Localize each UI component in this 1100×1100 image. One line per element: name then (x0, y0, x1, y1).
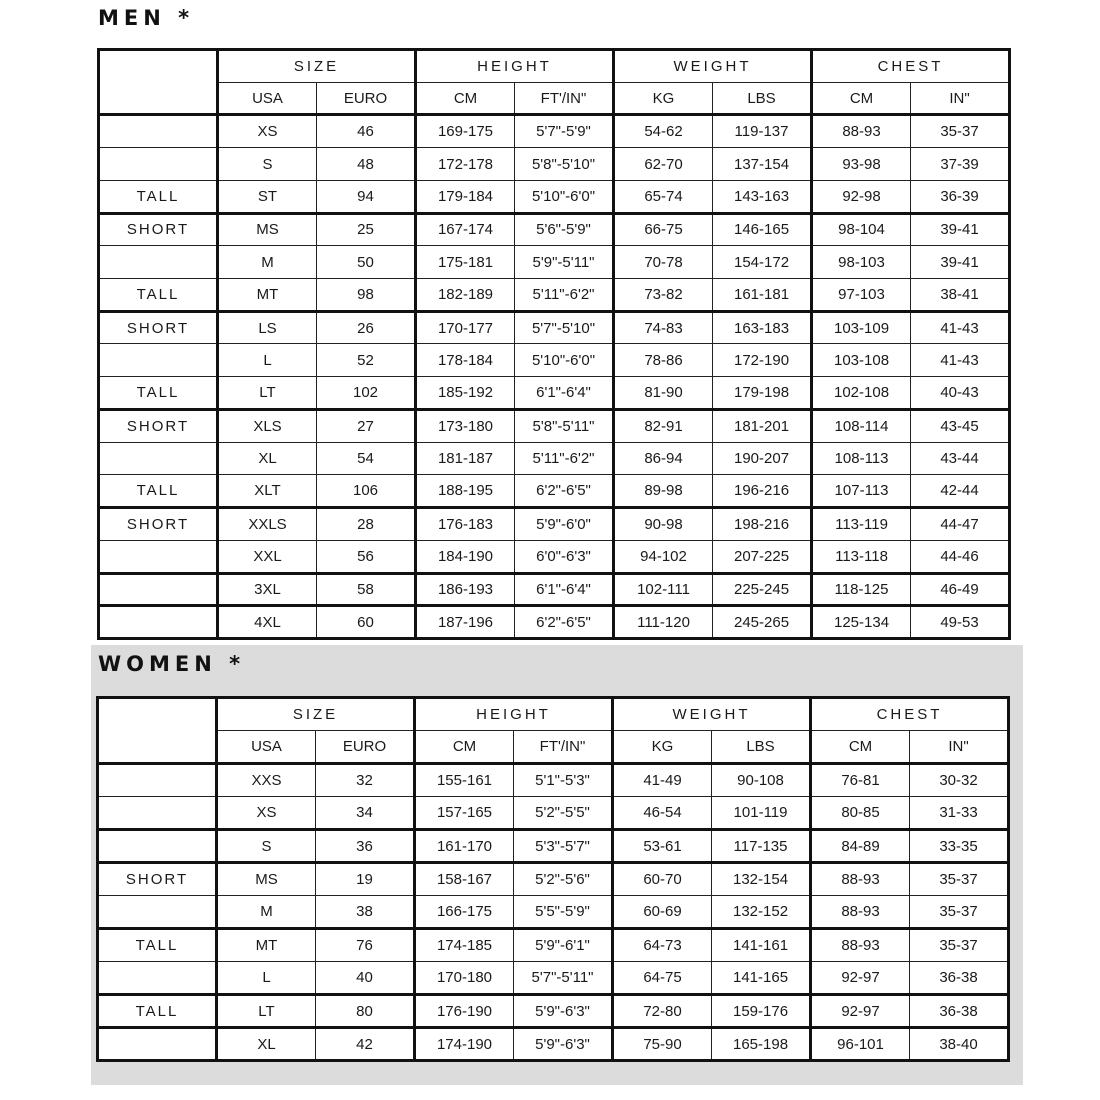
value-cell: 46-54 (613, 797, 712, 830)
variant-cell: TALL (98, 929, 217, 962)
value-cell: 49-53 (911, 606, 1010, 639)
women-size-table (96, 696, 1010, 1062)
value-cell: XXS (217, 764, 316, 797)
value-cell: 161-170 (415, 830, 514, 863)
value-cell: 125-134 (812, 606, 911, 639)
value-cell: 89-98 (614, 475, 713, 508)
value-cell: 73-82 (614, 279, 713, 312)
value-cell: 66-75 (614, 213, 713, 246)
value-cell: 31-33 (910, 797, 1009, 830)
value-cell: 28 (317, 508, 416, 541)
value-cell: 92-97 (811, 962, 910, 995)
header-group-row (98, 698, 1009, 731)
value-cell: XLT (218, 475, 317, 508)
value-cell: 186-193 (416, 573, 515, 606)
value-cell: 173-180 (416, 409, 515, 442)
value-cell: 163-183 (713, 311, 812, 344)
subheader-cell: LBS (713, 82, 812, 115)
value-cell: MT (217, 929, 316, 962)
value-cell: 170-177 (416, 311, 515, 344)
value-cell: L (217, 962, 316, 995)
value-cell: 60-69 (613, 896, 712, 929)
value-cell: 5'9"-6'3" (514, 1028, 613, 1061)
value-cell: 35-37 (911, 115, 1010, 148)
value-cell: 5'9"-6'1" (514, 929, 613, 962)
value-cell: 178-184 (416, 344, 515, 377)
value-cell: 35-37 (910, 896, 1009, 929)
variant-cell: TALL (99, 475, 218, 508)
value-cell: 94-102 (614, 540, 713, 573)
value-cell: 60 (317, 606, 416, 639)
value-cell: 5'9"-5'11" (515, 246, 614, 279)
value-cell: 98 (317, 279, 416, 312)
value-cell: 5'2"-5'5" (514, 797, 613, 830)
value-cell: 33-35 (910, 830, 1009, 863)
variant-cell (99, 573, 218, 606)
table-row (99, 508, 1010, 541)
value-cell: 137-154 (713, 148, 812, 181)
variant-cell (98, 830, 217, 863)
table-row (99, 409, 1010, 442)
value-cell: XS (217, 797, 316, 830)
value-cell: 175-181 (416, 246, 515, 279)
value-cell: 103-108 (812, 344, 911, 377)
value-cell: 132-154 (712, 863, 811, 896)
value-cell: 154-172 (713, 246, 812, 279)
table-row (98, 797, 1009, 830)
value-cell: 141-161 (712, 929, 811, 962)
value-cell: 43-44 (911, 442, 1010, 475)
variant-cell (99, 540, 218, 573)
value-cell: 41-43 (911, 311, 1010, 344)
value-cell: 3XL (218, 573, 317, 606)
value-cell: 103-109 (812, 311, 911, 344)
subheader-cell: USA (217, 731, 316, 764)
value-cell: 53-61 (613, 830, 712, 863)
variant-cell: SHORT (99, 311, 218, 344)
value-cell: 187-196 (416, 606, 515, 639)
value-cell: 44-47 (911, 508, 1010, 541)
value-cell: 76 (316, 929, 415, 962)
value-cell: 64-75 (613, 962, 712, 995)
value-cell: 90-108 (712, 764, 811, 797)
value-cell: 118-125 (812, 573, 911, 606)
value-cell: 88-93 (811, 863, 910, 896)
value-cell: 5'7"-5'10" (515, 311, 614, 344)
variant-cell: SHORT (99, 409, 218, 442)
subheader-cell: LBS (712, 731, 811, 764)
value-cell: 76-81 (811, 764, 910, 797)
value-cell: 107-113 (812, 475, 911, 508)
value-cell: 5'7"-5'11" (514, 962, 613, 995)
value-cell: 54 (317, 442, 416, 475)
value-cell: 184-190 (416, 540, 515, 573)
value-cell: LT (217, 995, 316, 1028)
value-cell: 5'1"-5'3" (514, 764, 613, 797)
value-cell: XXLS (218, 508, 317, 541)
value-cell: 155-161 (415, 764, 514, 797)
value-cell: 102-111 (614, 573, 713, 606)
value-cell: 5'10"-6'0" (515, 344, 614, 377)
value-cell: 56 (317, 540, 416, 573)
value-cell: 5'11"-6'2" (515, 442, 614, 475)
value-cell: 5'8"-5'11" (515, 409, 614, 442)
value-cell: 65-74 (614, 180, 713, 213)
table-row (98, 995, 1009, 1028)
value-cell: 46-49 (911, 573, 1010, 606)
table-row (99, 442, 1010, 475)
variant-cell (99, 344, 218, 377)
value-cell: 5'9"-6'0" (515, 508, 614, 541)
value-cell: 6'0"-6'3" (515, 540, 614, 573)
value-cell: 161-181 (713, 279, 812, 312)
subheader-cell: CM (415, 731, 514, 764)
value-cell: 36 (316, 830, 415, 863)
variant-cell (98, 962, 217, 995)
value-cell: XXL (218, 540, 317, 573)
value-cell: ST (218, 180, 317, 213)
value-cell: 88-93 (812, 115, 911, 148)
value-cell: 35-37 (910, 863, 1009, 896)
value-cell: 30-32 (910, 764, 1009, 797)
value-cell: 58 (317, 573, 416, 606)
table-row (98, 764, 1009, 797)
table-row (99, 475, 1010, 508)
value-cell: MS (217, 863, 316, 896)
value-cell: 5'7"-5'9" (515, 115, 614, 148)
value-cell: 108-113 (812, 442, 911, 475)
value-cell: 188-195 (416, 475, 515, 508)
value-cell: 88-93 (811, 896, 910, 929)
value-cell: 179-198 (713, 377, 812, 410)
corner-cell (99, 50, 218, 115)
subheader-cell: CM (811, 731, 910, 764)
value-cell: 35-37 (910, 929, 1009, 962)
value-cell: 40 (316, 962, 415, 995)
table-row (99, 311, 1010, 344)
value-cell: 42 (316, 1028, 415, 1061)
header-height: HEIGHT (416, 50, 614, 83)
men-section-title: MEN * (98, 6, 195, 30)
value-cell: 141-165 (712, 962, 811, 995)
value-cell: 181-187 (416, 442, 515, 475)
subheader-cell: FT'/IN" (515, 82, 614, 115)
subheader-cell: IN" (910, 731, 1009, 764)
value-cell: 36-39 (911, 180, 1010, 213)
value-cell: 165-198 (712, 1028, 811, 1061)
value-cell: 41-43 (911, 344, 1010, 377)
value-cell: 5'9"-6'3" (514, 995, 613, 1028)
value-cell: 113-118 (812, 540, 911, 573)
value-cell: 90-98 (614, 508, 713, 541)
value-cell: 42-44 (911, 475, 1010, 508)
value-cell: 92-98 (812, 180, 911, 213)
value-cell: 170-180 (415, 962, 514, 995)
subheader-cell: IN" (911, 82, 1010, 115)
value-cell: 80 (316, 995, 415, 1028)
variant-cell (98, 896, 217, 929)
variant-cell (99, 442, 218, 475)
value-cell: 111-120 (614, 606, 713, 639)
value-cell: 157-165 (415, 797, 514, 830)
men-size-table (97, 48, 1011, 640)
value-cell: 179-184 (416, 180, 515, 213)
table-row (98, 830, 1009, 863)
value-cell: 81-90 (614, 377, 713, 410)
value-cell: 52 (317, 344, 416, 377)
variant-cell (98, 764, 217, 797)
value-cell: 72-80 (613, 995, 712, 1028)
header-weight: WEIGHT (613, 698, 811, 731)
table-row (99, 213, 1010, 246)
value-cell: 4XL (218, 606, 317, 639)
value-cell: 182-189 (416, 279, 515, 312)
value-cell: 174-190 (415, 1028, 514, 1061)
value-cell: 172-190 (713, 344, 812, 377)
table-row (99, 606, 1010, 639)
table-row (99, 148, 1010, 181)
value-cell: 146-165 (713, 213, 812, 246)
header-chest: CHEST (812, 50, 1010, 83)
value-cell: 117-135 (712, 830, 811, 863)
value-cell: 26 (317, 311, 416, 344)
value-cell: 78-86 (614, 344, 713, 377)
value-cell: 25 (317, 213, 416, 246)
value-cell: 54-62 (614, 115, 713, 148)
header-height: HEIGHT (415, 698, 613, 731)
value-cell: 176-183 (416, 508, 515, 541)
value-cell: 84-89 (811, 830, 910, 863)
women-section-title: WOMEN * (98, 652, 246, 676)
value-cell: 75-90 (613, 1028, 712, 1061)
value-cell: LT (218, 377, 317, 410)
value-cell: 70-78 (614, 246, 713, 279)
value-cell: 166-175 (415, 896, 514, 929)
variant-cell: SHORT (99, 213, 218, 246)
value-cell: 185-192 (416, 377, 515, 410)
table-row (99, 180, 1010, 213)
value-cell: 5'11"-6'2" (515, 279, 614, 312)
variant-cell: TALL (99, 279, 218, 312)
value-cell: 169-175 (416, 115, 515, 148)
value-cell: 41-49 (613, 764, 712, 797)
variant-cell: SHORT (99, 508, 218, 541)
value-cell: 5'2"-5'6" (514, 863, 613, 896)
subheader-cell: KG (614, 82, 713, 115)
value-cell: M (218, 246, 317, 279)
value-cell: 5'10"-6'0" (515, 180, 614, 213)
value-cell: 5'8"-5'10" (515, 148, 614, 181)
variant-cell (99, 148, 218, 181)
value-cell: 6'1"-6'4" (515, 377, 614, 410)
value-cell: LS (218, 311, 317, 344)
value-cell: XL (218, 442, 317, 475)
value-cell: 132-152 (712, 896, 811, 929)
header-sub-row (98, 731, 1009, 764)
value-cell: 92-97 (811, 995, 910, 1028)
value-cell: S (217, 830, 316, 863)
value-cell: 39-41 (911, 213, 1010, 246)
value-cell: 36-38 (910, 995, 1009, 1028)
value-cell: 101-119 (712, 797, 811, 830)
value-cell: 37-39 (911, 148, 1010, 181)
value-cell: 143-163 (713, 180, 812, 213)
table-row (99, 115, 1010, 148)
value-cell: MT (218, 279, 317, 312)
value-cell: 40-43 (911, 377, 1010, 410)
value-cell: 93-98 (812, 148, 911, 181)
variant-cell: SHORT (98, 863, 217, 896)
table-row (98, 896, 1009, 929)
value-cell: 82-91 (614, 409, 713, 442)
subheader-cell: EURO (316, 731, 415, 764)
value-cell: 159-176 (712, 995, 811, 1028)
value-cell: 39-41 (911, 246, 1010, 279)
value-cell: 34 (316, 797, 415, 830)
value-cell: 225-245 (713, 573, 812, 606)
value-cell: 119-137 (713, 115, 812, 148)
table-row (99, 573, 1010, 606)
value-cell: 174-185 (415, 929, 514, 962)
value-cell: 181-201 (713, 409, 812, 442)
value-cell: 50 (317, 246, 416, 279)
value-cell: L (218, 344, 317, 377)
value-cell: 48 (317, 148, 416, 181)
value-cell: 88-93 (811, 929, 910, 962)
value-cell: 108-114 (812, 409, 911, 442)
value-cell: 176-190 (415, 995, 514, 1028)
value-cell: XL (217, 1028, 316, 1061)
value-cell: 38-41 (911, 279, 1010, 312)
value-cell: 245-265 (713, 606, 812, 639)
subheader-cell: KG (613, 731, 712, 764)
variant-cell (99, 246, 218, 279)
variant-cell (98, 797, 217, 830)
value-cell: 98-103 (812, 246, 911, 279)
value-cell: 97-103 (812, 279, 911, 312)
value-cell: 44-46 (911, 540, 1010, 573)
value-cell: 158-167 (415, 863, 514, 896)
value-cell: 96-101 (811, 1028, 910, 1061)
header-weight: WEIGHT (614, 50, 812, 83)
corner-cell (98, 698, 217, 764)
value-cell: 46 (317, 115, 416, 148)
value-cell: 207-225 (713, 540, 812, 573)
variant-cell (99, 606, 218, 639)
table-row (98, 962, 1009, 995)
value-cell: 94 (317, 180, 416, 213)
value-cell: 32 (316, 764, 415, 797)
table-row (98, 863, 1009, 896)
header-size: SIZE (217, 698, 415, 731)
header-sub-row (99, 82, 1010, 115)
value-cell: 190-207 (713, 442, 812, 475)
value-cell: 60-70 (613, 863, 712, 896)
value-cell: 113-119 (812, 508, 911, 541)
value-cell: 5'3"-5'7" (514, 830, 613, 863)
table-row (99, 344, 1010, 377)
variant-cell: TALL (98, 995, 217, 1028)
value-cell: 74-83 (614, 311, 713, 344)
value-cell: 172-178 (416, 148, 515, 181)
value-cell: 106 (317, 475, 416, 508)
header-size: SIZE (218, 50, 416, 83)
variant-cell (98, 1028, 217, 1061)
value-cell: 6'2"-6'5" (515, 606, 614, 639)
value-cell: 167-174 (416, 213, 515, 246)
value-cell: 19 (316, 863, 415, 896)
value-cell: 80-85 (811, 797, 910, 830)
value-cell: XS (218, 115, 317, 148)
value-cell: MS (218, 213, 317, 246)
value-cell: 36-38 (910, 962, 1009, 995)
value-cell: 6'2"-6'5" (515, 475, 614, 508)
variant-cell: TALL (99, 180, 218, 213)
table-row (98, 1028, 1009, 1061)
value-cell: 5'6"-5'9" (515, 213, 614, 246)
subheader-cell: CM (416, 82, 515, 115)
value-cell: 5'5"-5'9" (514, 896, 613, 929)
value-cell: 38-40 (910, 1028, 1009, 1061)
value-cell: 43-45 (911, 409, 1010, 442)
table-row (99, 377, 1010, 410)
variant-cell: TALL (99, 377, 218, 410)
header-chest: CHEST (811, 698, 1009, 731)
value-cell: S (218, 148, 317, 181)
value-cell: 98-104 (812, 213, 911, 246)
header-group-row (99, 50, 1010, 83)
table-row (99, 540, 1010, 573)
subheader-cell: CM (812, 82, 911, 115)
value-cell: 198-216 (713, 508, 812, 541)
value-cell: 86-94 (614, 442, 713, 475)
subheader-cell: EURO (317, 82, 416, 115)
value-cell: 62-70 (614, 148, 713, 181)
value-cell: 38 (316, 896, 415, 929)
subheader-cell: USA (218, 82, 317, 115)
variant-cell (99, 115, 218, 148)
value-cell: 6'1"-6'4" (515, 573, 614, 606)
value-cell: XLS (218, 409, 317, 442)
value-cell: 102 (317, 377, 416, 410)
value-cell: 64-73 (613, 929, 712, 962)
table-row (99, 246, 1010, 279)
value-cell: 27 (317, 409, 416, 442)
table-row (98, 929, 1009, 962)
value-cell: 196-216 (713, 475, 812, 508)
value-cell: M (217, 896, 316, 929)
table-row (99, 279, 1010, 312)
subheader-cell: FT'/IN" (514, 731, 613, 764)
value-cell: 102-108 (812, 377, 911, 410)
